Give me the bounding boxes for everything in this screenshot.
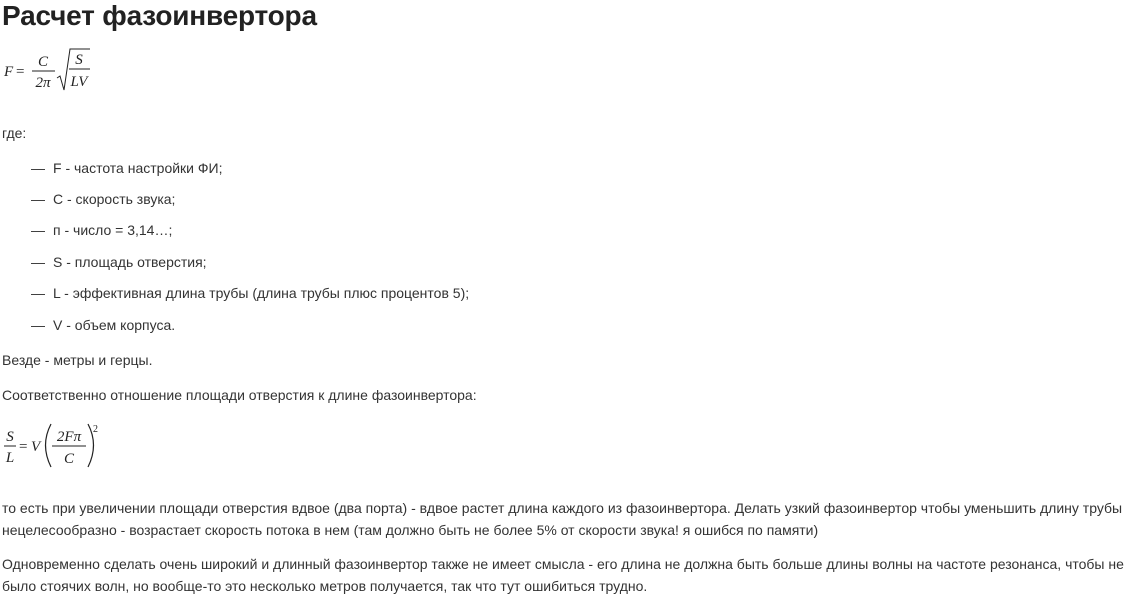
formula2-factor: V (31, 439, 41, 455)
list-item-text: V - объем корпуса. (53, 317, 176, 333)
list-item-text: F - частота настройки ФИ; (53, 160, 223, 176)
list-item (31, 316, 175, 334)
dash-bullet: — (31, 160, 45, 176)
formula1-rad-den: LV (70, 74, 88, 90)
formula1-lhs: F (4, 64, 14, 80)
dash-bullet: — (31, 222, 45, 238)
ratio-intro: Соответственно отношение площади отверстия к длине фазоинвертора: (2, 387, 477, 403)
formula1-den: 2π (35, 75, 51, 91)
units-note: Везде - метры и герцы. (2, 352, 153, 368)
formula2-inner-den: C (63, 451, 75, 467)
dash-bullet: — (31, 191, 45, 207)
list-item (31, 159, 223, 177)
list-item-text: L - эффективная длина трубы (длина трубы плюс процентов 5); (53, 285, 470, 301)
left-paren-icon (46, 424, 52, 467)
list-item (31, 284, 469, 302)
formula1-eq: = (16, 64, 25, 80)
formula2-lhs-den: L (5, 450, 15, 466)
list-item-text: C - скорость звука; (53, 191, 176, 207)
formula2-exponent: 2 (93, 424, 98, 435)
formula2-eq: = (19, 439, 28, 455)
dash-bullet: — (31, 317, 45, 333)
list-item (31, 190, 175, 208)
list-item-text: S - площадь отверстия; (53, 254, 207, 270)
paragraph-length: Одновременно сделать очень широкий и длинный фазоинвертор также не имеет смысла - его длина не должна быть больше длины волны на частоте резонанса, чтобы не было стоячих волн, но вообще-то это несколько метров получается, так что тут ошибиться трудно. (2, 556, 1124, 594)
dash-bullet: — (31, 285, 45, 301)
formula1-num: C (37, 54, 49, 70)
page-title: Расчет фазоинвертора (2, 0, 317, 31)
paragraph-ports: то есть при увеличении площади отверстия вдвое (два порта) - вдвое растет длина каждого из фазоинвертора. Делать узкий фазоинвертор чтобы уменьшить длину трубы нецелесообразно - возрастает скорость потока в нем (там должно быть не более 5% от скорости звука! я ошибся по памяти) (2, 500, 1123, 538)
formula2-inner-num: 2Fπ (56, 429, 82, 445)
formula2-lhs-num: S (6, 429, 14, 445)
where-label: где: (2, 125, 27, 141)
formula-frequency (2, 46, 102, 96)
dash-bullet: — (31, 254, 45, 270)
list-item (31, 221, 172, 239)
formula-ratio (2, 420, 106, 472)
formula1-rad-num: S (75, 52, 83, 68)
list-item-text: п - число = 3,14…; (53, 222, 173, 238)
list-item (31, 253, 207, 271)
